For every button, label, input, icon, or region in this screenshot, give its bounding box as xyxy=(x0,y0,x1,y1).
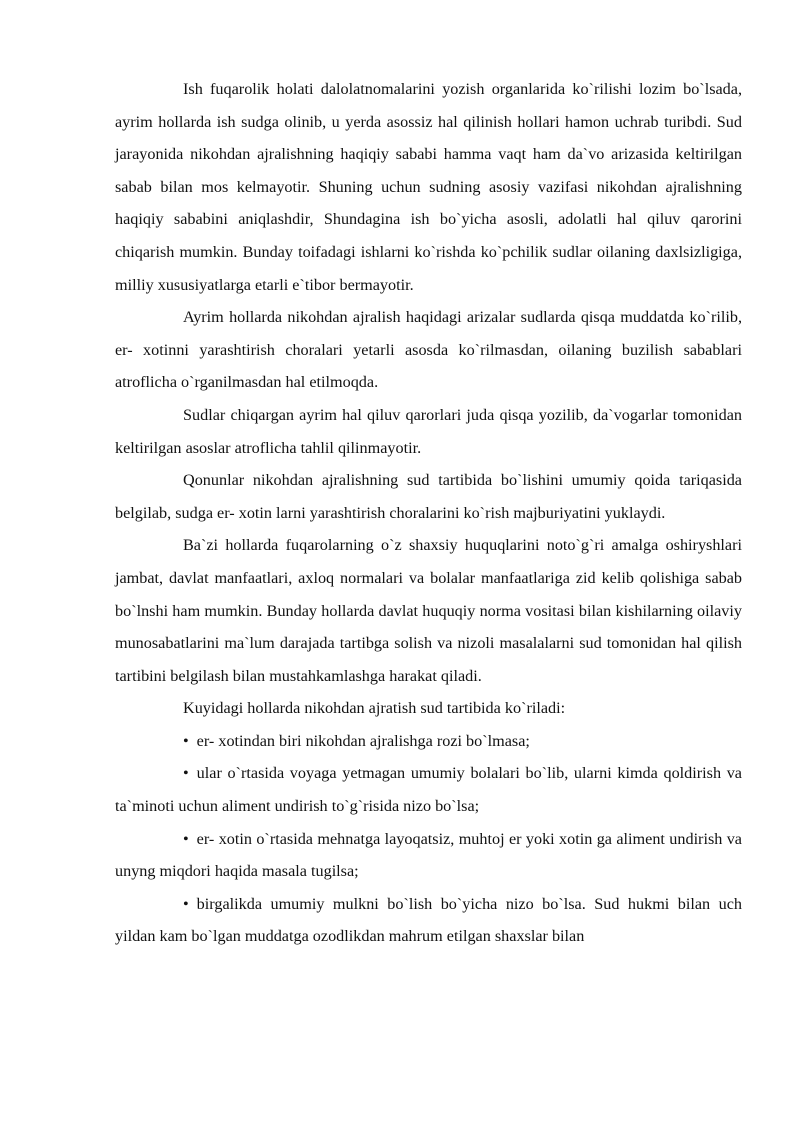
paragraph: Ayrim hollarda nikohdan ajralish haqidagi arizalar sudlarda qisqa muddatda ko`rilib, er- xotinni yarashtirish choralari yetarli asosda ko`rilmasdan, oilaning buzilish sabablari atroflicha o`rganilmasdan hal etilmoqda. xyxy=(115,308,742,392)
bullet-icon: • xyxy=(183,829,189,848)
bullet-text: ular o`rtasida voyaga yetmagan umumiy bolalari bo`lib, ularni kimda qoldirish va ta`minoti uchun aliment undirish to`g`risida nizo bo`lsa; xyxy=(115,764,742,816)
document-body xyxy=(115,73,742,953)
bullet-text: er- xotindan biri nikohdan ajralishga rozi bo`lmasa; xyxy=(196,731,530,750)
bullet-item xyxy=(115,888,742,953)
bullet-icon: • xyxy=(183,764,189,783)
bullet-icon: • xyxy=(183,894,189,913)
bullet-text: birgalikda umumiy mulkni bo`lish bo`yicha nizo bo`lsa. Sud hukmi bilan uch yildan kam bo`lgan muddatga ozodlikdan mahrum etilgan shaxslar bilan xyxy=(115,894,742,946)
paragraph: Sudlar chiqargan ayrim hal qiluv qarorlari juda qisqa yozilib, da`vogarlar tomonidan keltirilgan asoslar atroflicha tahlil qilinmayotir. xyxy=(115,405,742,457)
paragraph: Ba`zi hollarda fuqarolarning o`z shaxsiy huquqlarini noto`g`ri amalga oshiryshlari jambat, davlat manfaatlari, axloq normalari va bolalar manfaatlariga zid kelib qolishiga sabab bo`lnshi ham mumkin. Bunday hollarda davlat huquqiy norma vositasi bilan kishilarning oilaviy munosabatlarini ma`lum darajada tartibga solish va nizoli masalalarni sud tomonidan hal qilish tartibini belgilash bilan mustahkamlashga harakat qiladi. xyxy=(115,536,742,685)
bullet-item xyxy=(115,823,742,888)
bullet-item xyxy=(115,725,742,758)
bullet-icon: • xyxy=(183,731,189,750)
paragraph: Ish fuqarolik holati dalolatnomalarini yozish organlarida ko`rilishi lozim bo`lsada, ayrim hollarda ish sudga olinib, u yerda asossiz hal qilinish hollari hamon uchrab turibdi. Sud jarayonida nikohdan ajralishning haqiqiy sababi hamma vaqt ham da`vo arizasida keltirilgan sabab bilan mos kelmayotir. Shuning uchun sudning asosiy vazifasi nikohdan ajralishning haqiqiy sababini aniqlashdir, Shundagina ish bo`yicha asosli, adolatli hal qiluv qarorini chiqarish mumkin. Bunday toifadagi ishlarni ko`rishda ko`pchilik sudlar oilaning daxlsizligiga, milliy xususiyatlarga etarli e`tibor bermayotir. xyxy=(115,80,742,294)
bullet-item xyxy=(115,757,742,822)
paragraph: Qonunlar nikohdan ajralishning sud tartibida bo`lishini umumiy qoida tariqasida belgilab, sudga er- xotin larni yarashtirish choralarini ko`rish majburiyatini yuklaydi. xyxy=(115,471,742,522)
paragraph: Kuyidagi hollarda nikohdan ajratish sud tartibida ko`riladi: xyxy=(183,699,566,718)
bullet-text: er- xotin o`rtasida mehnatga layoqatsiz, muhtoj er yoki xotin ga aliment undirish va unyng miqdori haqida masala tugilsa; xyxy=(115,829,742,881)
